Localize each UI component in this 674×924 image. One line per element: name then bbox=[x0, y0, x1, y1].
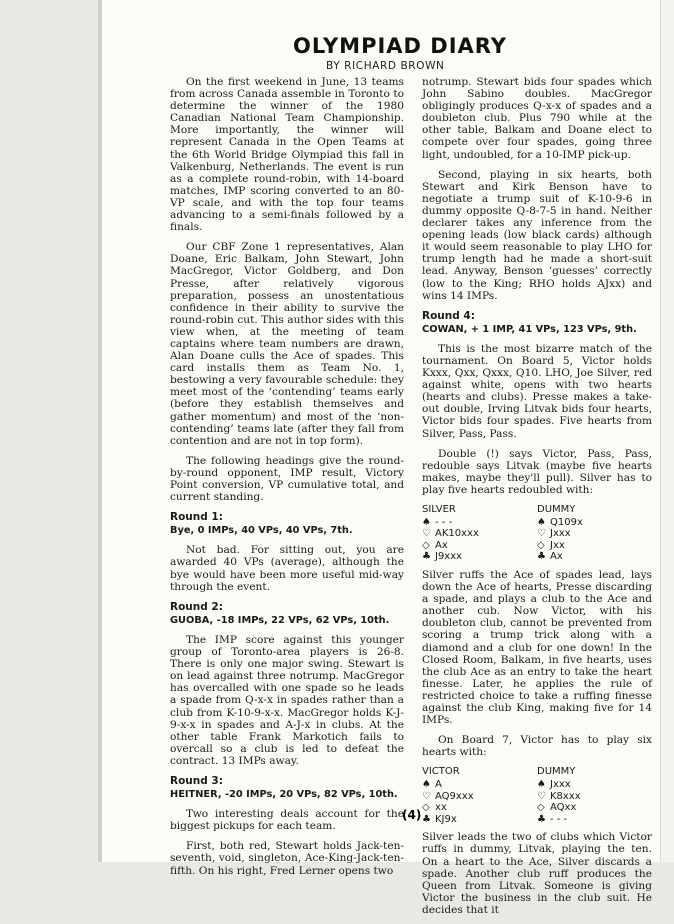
paragraph: Silver ruffs the Ace of spades lead, lays down the Ace of hearts, Presse discarding a spade, and plays a club to the Ace and another cub. Now Victor, with his doubleton club, cannot be prevented from scoring a trump trick along with a diamond and a club for one down! In the Closed Room, Balkam, in five hearts, uses the club Ace as an entry to take the heart finesse. Later, he applies the rule of restricted choice to take a ruffing finesse against the club King, making five for 14 IMPs. bbox=[422, 568, 652, 727]
holding: AK10xxx bbox=[435, 528, 479, 540]
paragraph: Silver leads the two of clubs which Victor ruffs in dummy, Litvak, playing the ten. On a heart to the Ace, Silver discards a spade. Another club ruff produces the Queen from Litvak. Someone is giving Victor the business in the club suit. He decides that it bbox=[422, 831, 652, 916]
paragraph: First, both red, Stewart holds Jack-ten-seventh, void, singleton, Ace-King-Jack-ten-fifth. On his right, Fred Lerner opens two bbox=[170, 840, 404, 877]
round-heading: Round 3: bbox=[170, 774, 223, 787]
spade-icon: ♠ bbox=[422, 778, 431, 790]
holding: - - - bbox=[550, 813, 568, 825]
club-icon: ♣ bbox=[422, 551, 431, 563]
hand-line bbox=[422, 802, 537, 814]
hand-right bbox=[537, 504, 652, 563]
heart-icon: ♡ bbox=[537, 790, 546, 802]
page-binding-edge bbox=[98, 0, 102, 862]
hand-line bbox=[422, 517, 537, 529]
heart-icon: ♡ bbox=[422, 528, 431, 540]
hand-line bbox=[537, 779, 652, 791]
hand-right bbox=[537, 766, 652, 825]
article-title: OLYMPIAD DIARY bbox=[293, 34, 507, 58]
round-heading: Round 1: bbox=[170, 511, 223, 524]
spade-icon: ♠ bbox=[537, 516, 546, 528]
page-outer-edge bbox=[660, 0, 674, 862]
paragraph: This is the most bizarre match of the tournament. On Board 5, Victor holds Kxxx, Qxx, Qxxx, Q10. LHO, Joe Silver, red against white, opens with two hearts (hearts and clubs). Presse makes a take-out double, Irving Litvak bids four hearts, Victor bids four spades. Five hearts from Silver, Pass, Pass. bbox=[422, 342, 652, 440]
left-column bbox=[170, 76, 404, 885]
spade-icon: ♠ bbox=[537, 778, 546, 790]
hand-line bbox=[537, 802, 652, 814]
holding: Ax bbox=[550, 551, 563, 563]
holding: Jxxx bbox=[550, 778, 571, 790]
article-byline: BY RICHARD BROWN bbox=[326, 60, 445, 72]
spade-icon: ♠ bbox=[422, 516, 431, 528]
hand-line bbox=[537, 540, 652, 552]
diamond-icon: ◇ bbox=[537, 802, 545, 814]
hand-label: DUMMY bbox=[537, 504, 576, 515]
paragraph: On Board 7, Victor has to play six hearts with: bbox=[422, 734, 652, 759]
bridge-hand-diagram bbox=[422, 766, 652, 825]
round-result: COWAN, + 1 IMP, 41 VPs, 123 VPs, 9th. bbox=[422, 323, 637, 335]
round-heading: Round 4: bbox=[422, 309, 475, 322]
hand-line bbox=[537, 814, 652, 826]
holding: Ax bbox=[435, 539, 448, 551]
club-icon: ♣ bbox=[537, 813, 546, 825]
hand-label: DUMMY bbox=[537, 766, 576, 778]
hand-line bbox=[537, 528, 652, 540]
bridge-hand-diagram bbox=[422, 504, 652, 563]
club-icon: ♣ bbox=[537, 551, 546, 563]
heart-icon: ♡ bbox=[537, 528, 546, 540]
paragraph: Two interesting deals account for the biggest pickups for each team. bbox=[170, 808, 404, 833]
hand-line bbox=[422, 779, 537, 791]
hand-label: SILVER bbox=[422, 504, 456, 515]
holding: J9xxx bbox=[435, 551, 463, 563]
holding: AQ9xxx bbox=[435, 790, 474, 802]
heart-icon: ♡ bbox=[422, 790, 431, 802]
hand-label: VICTOR bbox=[422, 766, 460, 778]
page-number: (4) bbox=[402, 808, 422, 822]
hand-line bbox=[537, 517, 652, 529]
hand-line bbox=[422, 528, 537, 540]
holding: xx bbox=[435, 802, 447, 814]
round-heading: Round 2: bbox=[170, 600, 223, 613]
round-result: Bye, 0 IMPs, 40 VPs, 40 VPs, 7th. bbox=[170, 525, 353, 537]
round-result: HEITNER, -20 IMPs, 20 VPs, 82 VPs, 10th. bbox=[170, 789, 398, 801]
paragraph: The IMP score against this younger group of Toronto-area players is 26-8. There is only one major swing. Stewart is on lead against three notrump. MacGregor has overcalled with one spade so he leads a spade from Q-x-x in spades rather than a club from K-10-9-x-x. MacGregor holds K-J-9-x-x in spades and A-J-x in clubs. At the other table Frank Markotich fails to overcall so a club is led to defeat the contract. 13 IMPs away. bbox=[170, 633, 404, 767]
holding: AQxx bbox=[550, 802, 577, 814]
hand-line bbox=[422, 814, 537, 826]
hand-left bbox=[422, 504, 537, 563]
hand-line bbox=[422, 551, 537, 563]
diamond-icon: ◇ bbox=[422, 802, 430, 814]
holding: KJ9x bbox=[435, 813, 457, 825]
club-icon: ♣ bbox=[422, 813, 431, 825]
diamond-icon: ◇ bbox=[422, 539, 430, 551]
hand-left bbox=[422, 766, 537, 825]
diamond-icon: ◇ bbox=[537, 539, 545, 551]
right-column bbox=[422, 76, 652, 924]
holding: - - - bbox=[435, 516, 453, 528]
paragraph: Our CBF Zone 1 representatives, Alan Doane, Eric Balkam, John Stewart, John MacGregor, Victor Goldberg, and Don Presse, after relatively vigorous preparation, possess an unostentatious confidence in their ability to survive the round-robin cut. This author sides with this view when, at the meeting of team captains where team numbers are drawn, Alan Doane culls the Ace of spades. This card installs them as Team No. 1, bestowing a very favourable schedule: they meet most of the ‘contending’ teams early (before they establish themselves and gather momentum) and most of the ‘non-contending’ teams late (after they fall from contention and are not in top form). bbox=[170, 241, 404, 447]
paragraph: On the first weekend in June, 13 teams from across Canada assemble in Toronto to determine the winner of the 1980 Canadian National Team Championship. More importantly, the winner will represent Canada in the Open Teams at the 6th World Bridge Olympiad this fall in Valkenburg, Netherlands. The event is run as a complete round-robin, with 14-board matches, IMP scoring converted to an 80-VP scale, and with the top four teams advancing to a semi-finals followed by a finals. bbox=[170, 76, 404, 234]
paragraph: notrump. Stewart bids four spades which John Sabino doubles. MacGregor obligingly produces Q-x-x of spades and a doubleton club. Plus 790 while at the other table, Balkam and Doane elect to compete over four spades, going three light, undoubled, for a 10-IMP pick-up. bbox=[422, 76, 652, 161]
holding: K8xxx bbox=[550, 790, 581, 802]
paragraph: The following headings give the round-by-round opponent, IMP result, Victory Point conversion, VP cumulative total, and current standing. bbox=[170, 454, 404, 504]
hand-line bbox=[537, 551, 652, 563]
holding: Jxx bbox=[550, 539, 565, 551]
hand-line bbox=[537, 791, 652, 803]
round-result: GUOBA, -18 IMPs, 22 VPs, 62 VPs, 10th. bbox=[170, 614, 390, 626]
hand-line bbox=[422, 791, 537, 803]
holding: Q109x bbox=[550, 516, 583, 528]
holding: Jxxx bbox=[550, 528, 571, 540]
paragraph: Second, playing in six hearts, both Stewart and Kirk Benson have to negotiate a trump suit of K-10-9-6 in dummy opposite Q-8-7-5 in hand. Neither declarer takes any inference from the opening leads (low black cards) although it would seem reasonable to play LHO for trump length had he made a short-suit lead. Anyway, Benson ‘guesses’ correctly (low to the King; RHO holds AJxx) and wins 14 IMPs. bbox=[422, 168, 652, 302]
hand-line bbox=[422, 540, 537, 552]
paragraph: Double (!) says Victor, Pass, Pass, redouble says Litvak (maybe five hearts makes, maybe they'll pull). Silver has to play five hearts redoubled with: bbox=[422, 447, 652, 496]
holding: A bbox=[435, 778, 442, 790]
paragraph: Not bad. For sitting out, you are awarded 40 VPs (average), although the bye would have been more useful mid-way through the event. bbox=[170, 544, 404, 593]
